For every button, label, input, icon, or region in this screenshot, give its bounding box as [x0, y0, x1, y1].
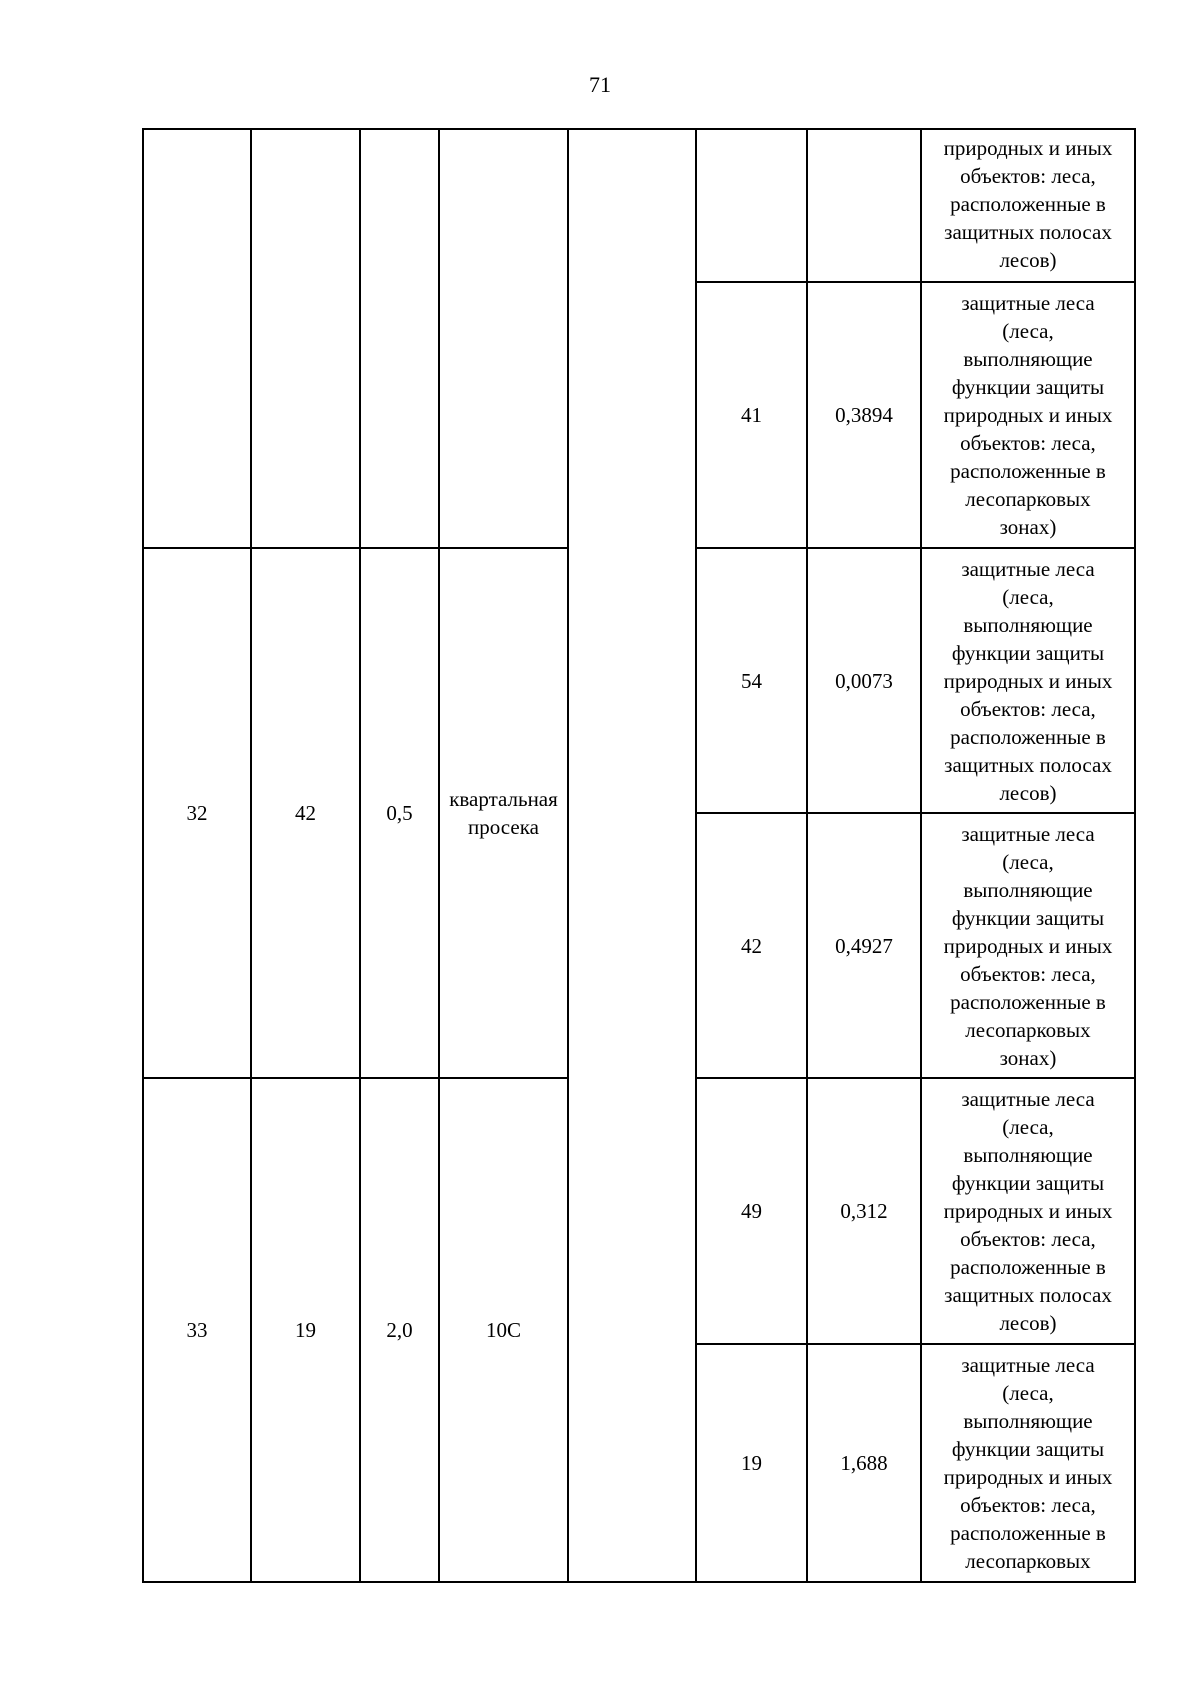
table-cell-description: защитные леса (леса, выполняющие функции защиты природных и иных объектов: леса, расположенные в защитных полосах лесов) [943, 557, 1113, 805]
column-divider [567, 128, 569, 1583]
page-number: 71 [589, 72, 611, 97]
table-cell-area: 0,312 [840, 1199, 888, 1223]
table-cell-c1: 33 [186, 1318, 208, 1342]
table-cell-c4: квартальная просека [449, 787, 558, 839]
table-cell-num: 49 [741, 1199, 762, 1223]
table-cell-num: 54 [741, 668, 762, 693]
table-border-bottom [142, 1581, 1136, 1583]
table-cell-c2 [252, 130, 359, 547]
table-cell-c1 [144, 130, 250, 547]
table-cell-c3 [361, 130, 438, 547]
table-cell-area: 0,3894 [835, 403, 893, 427]
table-cell-num: 41 [741, 403, 762, 427]
table-cell-c4: 10С [485, 1318, 521, 1342]
table-cell-c2: 19 [295, 1318, 316, 1342]
table-cell-num [697, 130, 806, 281]
table-cell-c3: 0,5 [386, 801, 413, 825]
table-cell-description: природных и иных объектов: леса, расположенные в защитных полосах лесов) [943, 136, 1113, 272]
table-cell-area: 1,688 [840, 1451, 888, 1475]
table-cell-description: защитные леса (леса, выполняющие функции защиты природных и иных объектов: леса, расположенные в защитных полосах лесов) [943, 1087, 1113, 1335]
table-cell-description: защитные леса (леса, выполняющие функции защиты природных и иных объектов: леса, расположенные в лесопарковых [943, 1353, 1113, 1573]
table-cell-num: 19 [741, 1451, 762, 1475]
table-cell-description: защитные леса (леса, выполняющие функции защиты природных и иных объектов: леса, расположенные в лесопарковых зонах) [943, 822, 1113, 1070]
table-cell-description: защитные леса (леса, выполняющие функции защиты природных и иных объектов: леса, расположенные в лесопарковых зонах) [943, 291, 1113, 539]
table-border-right [1134, 128, 1136, 1583]
table-cell-c2: 42 [295, 801, 316, 825]
table-cell-c3: 2,0 [386, 1318, 413, 1342]
table-cell-area: 0,4927 [835, 933, 893, 958]
table-cell-area: 0,0073 [835, 668, 893, 693]
table-cell-area [808, 130, 920, 281]
table-cell-c4 [440, 130, 567, 547]
table-cell-c1: 32 [186, 801, 208, 825]
table-cell-num: 42 [741, 933, 762, 958]
